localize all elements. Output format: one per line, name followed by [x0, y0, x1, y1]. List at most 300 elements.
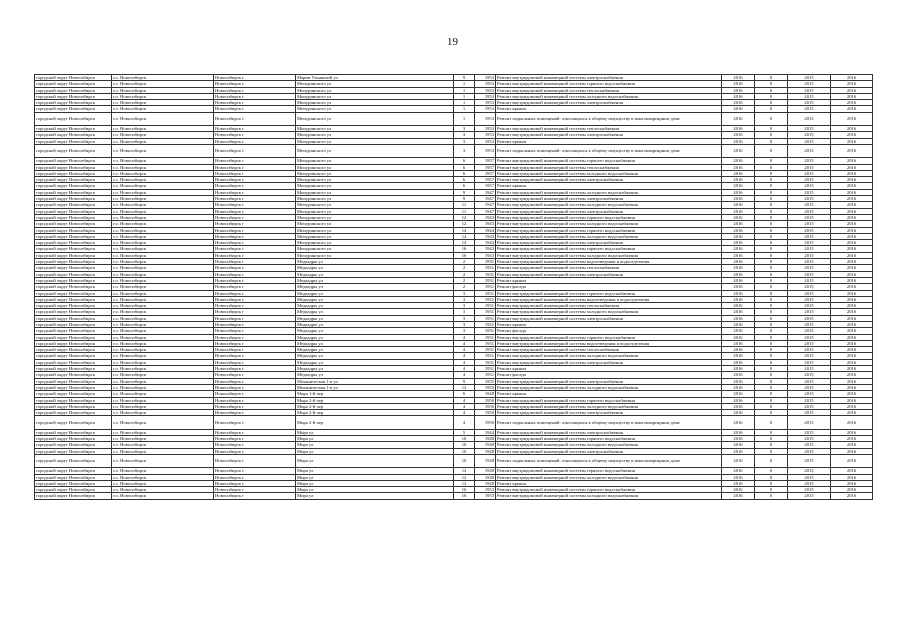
plan-year-cell: 2016 [722, 164, 755, 170]
table-row [35, 416, 873, 429]
period-end-cell: 2016 [831, 378, 873, 384]
house-number-cell: 6 [454, 158, 475, 164]
plan-year-cell: 2016 [722, 259, 755, 265]
city-cell: Новосибирск г [214, 347, 296, 353]
district-cell: г.о. Новосибирск [112, 189, 214, 195]
house-number-cell: 4 [454, 347, 475, 353]
amount-cell: 0 [755, 277, 788, 283]
street-cell: Мичуринского ул [296, 112, 454, 125]
work-type-cell: Ремонт внутридомовой инженерной системы холодного водоснабжения [496, 233, 722, 239]
municipality-cell: городской округ Новосибирск [35, 138, 112, 144]
period-start-cell: 2015 [788, 214, 831, 220]
build-year-cell: 1950 [475, 397, 496, 403]
period-start-cell: 2015 [788, 126, 831, 132]
period-end-cell: 2016 [831, 410, 873, 416]
city-cell: Новосибирск г [214, 265, 296, 271]
municipality-cell: городской округ Новосибирск [35, 290, 112, 296]
municipality-cell: городской округ Новосибирск [35, 454, 112, 467]
period-start-cell: 2015 [788, 366, 831, 372]
house-number-cell: 3 [454, 126, 475, 132]
street-cell: Медкадры ул [296, 366, 454, 372]
amount-cell: 0 [755, 170, 788, 176]
street-cell: Медкадры ул [296, 296, 454, 302]
municipality-cell: городской округ Новосибирск [35, 259, 112, 265]
municipality-cell: городской округ Новосибирск [35, 296, 112, 302]
period-start-cell: 2015 [788, 164, 831, 170]
work-type-cell: Ремонт внутридомовой инженерной системы холодного водоснабжения [496, 252, 722, 258]
amount-cell: 0 [755, 448, 788, 454]
period-start-cell: 2015 [788, 309, 831, 315]
work-type-cell: Ремонт внутридомовой инженерной системы горячего водоснабжения [496, 290, 722, 296]
build-year-cell: 1944 [475, 233, 496, 239]
municipality-cell: городской округ Новосибирск [35, 303, 112, 309]
build-year-cell: 1943 [475, 252, 496, 258]
amount-cell: 0 [755, 340, 788, 346]
amount-cell: 0 [755, 347, 788, 353]
period-start-cell: 2015 [788, 347, 831, 353]
amount-cell: 0 [755, 112, 788, 125]
street-cell: Мичуринского ул [296, 196, 454, 202]
period-start-cell: 2015 [788, 321, 831, 327]
city-cell: Новосибирск г [214, 240, 296, 246]
build-year-cell: 1950 [475, 410, 496, 416]
district-cell: г.о. Новосибирск [112, 321, 214, 327]
build-year-cell: 1957 [475, 158, 496, 164]
district-cell: г.о. Новосибирск [112, 87, 214, 93]
plan-year-cell: 2016 [722, 189, 755, 195]
district-cell: г.о. Новосибирск [112, 442, 214, 448]
district-cell: г.о. Новосибирск [112, 309, 214, 315]
district-cell: г.о. Новосибирск [112, 366, 214, 372]
municipality-cell: городской округ Новосибирск [35, 183, 112, 189]
build-year-cell: 1953 [475, 487, 496, 493]
plan-year-cell: 2016 [722, 340, 755, 346]
build-year-cell: 1957 [475, 164, 496, 170]
amount-cell: 0 [755, 132, 788, 138]
municipality-cell: городской округ Новосибирск [35, 126, 112, 132]
amount-cell: 0 [755, 321, 788, 327]
house-number-cell: 11 [454, 202, 475, 208]
period-end-cell: 2016 [831, 87, 873, 93]
plan-year-cell: 2016 [722, 208, 755, 214]
build-year-cell: 1931 [475, 296, 496, 302]
district-cell: г.о. Новосибирск [112, 271, 214, 277]
municipality-cell: городской округ Новосибирск [35, 100, 112, 106]
work-type-cell: Ремонт внутридомовой инженерной системы горячего водоснабжения [496, 246, 722, 252]
house-number-cell: 2 [454, 265, 475, 271]
period-start-cell: 2015 [788, 277, 831, 283]
period-end-cell: 2016 [831, 75, 873, 81]
street-cell: Мичуринского ул [296, 240, 454, 246]
city-cell: Новосибирск г [214, 303, 296, 309]
municipality-cell: городской округ Новосибирск [35, 366, 112, 372]
municipality-cell: городской округ Новосибирск [35, 334, 112, 340]
amount-cell: 0 [755, 353, 788, 359]
period-start-cell: 2015 [788, 493, 831, 499]
amount-cell: 0 [755, 303, 788, 309]
district-cell: г.о. Новосибирск [112, 372, 214, 378]
city-cell: Новосибирск г [214, 138, 296, 144]
municipality-cell: городской округ Новосибирск [35, 132, 112, 138]
period-end-cell: 2016 [831, 144, 873, 157]
plan-year-cell: 2016 [722, 87, 755, 93]
district-cell: г.о. Новосибирск [112, 158, 214, 164]
build-year-cell: 1931 [475, 284, 496, 290]
period-start-cell: 2015 [788, 112, 831, 125]
amount-cell: 0 [755, 233, 788, 239]
municipality-cell: городской округ Новосибирск [35, 487, 112, 493]
street-cell: Мичуринского ул [296, 144, 454, 157]
page-number: 19 [447, 36, 458, 48]
street-cell: Мира ул [296, 442, 454, 448]
city-cell: Новосибирск г [214, 403, 296, 409]
work-type-cell: Ремонт внутридомовой инженерной системы электроснабжения [496, 100, 722, 106]
house-number-cell: 12 [454, 468, 475, 474]
period-end-cell: 2016 [831, 315, 873, 321]
district-cell: г.о. Новосибирск [112, 403, 214, 409]
house-number-cell: 2 [454, 277, 475, 283]
build-year-cell: 1948 [475, 480, 496, 486]
city-cell: Новосибирск г [214, 202, 296, 208]
street-cell: Механическая 1-я ул [296, 384, 454, 390]
period-start-cell: 2015 [788, 436, 831, 442]
period-start-cell: 2015 [788, 233, 831, 239]
amount-cell: 0 [755, 271, 788, 277]
house-number-cell: 4 [454, 372, 475, 378]
period-end-cell: 2016 [831, 442, 873, 448]
work-type-cell: Ремонт фасада [496, 372, 722, 378]
street-cell: Мичуринского ул [296, 81, 454, 87]
plan-year-cell: 2016 [722, 397, 755, 403]
municipality-cell: городской округ Новосибирск [35, 410, 112, 416]
period-start-cell: 2015 [788, 106, 831, 112]
build-year-cell: 1948 [475, 454, 496, 467]
city-cell: Новосибирск г [214, 480, 296, 486]
build-year-cell: 1944 [475, 240, 496, 246]
period-end-cell: 2016 [831, 81, 873, 87]
municipality-cell: городской округ Новосибирск [35, 214, 112, 220]
amount-cell: 0 [755, 93, 788, 99]
municipality-cell: городской округ Новосибирск [35, 436, 112, 442]
city-cell: Новосибирск г [214, 384, 296, 390]
district-cell: г.о. Новосибирск [112, 233, 214, 239]
amount-cell: 0 [755, 100, 788, 106]
district-cell: г.о. Новосибирск [112, 177, 214, 183]
build-year-cell: 1931 [475, 309, 496, 315]
plan-year-cell: 2016 [722, 493, 755, 499]
house-number-cell: 4 [454, 397, 475, 403]
street-cell: Мичуринского ул [296, 189, 454, 195]
street-cell: Мира 2-й пер [296, 416, 454, 429]
city-cell: Новосибирск г [214, 170, 296, 176]
city-cell: Новосибирск г [214, 177, 296, 183]
district-cell: г.о. Новосибирск [112, 436, 214, 442]
plan-year-cell: 2016 [722, 468, 755, 474]
work-type-cell: Ремонт внутридомовой инженерной системы холодного водоснабжения [496, 93, 722, 99]
district-cell: г.о. Новосибирск [112, 183, 214, 189]
street-cell: Мичуринского ул [296, 183, 454, 189]
city-cell: Новосибирск г [214, 442, 296, 448]
build-year-cell: 1931 [475, 359, 496, 365]
street-cell: Мира ул [296, 480, 454, 486]
street-cell: Медкадры ул [296, 265, 454, 271]
city-cell: Новосибирск г [214, 158, 296, 164]
amount-cell: 0 [755, 252, 788, 258]
plan-year-cell: 2016 [722, 183, 755, 189]
district-cell: г.о. Новосибирск [112, 112, 214, 125]
municipality-cell: городской округ Новосибирск [35, 397, 112, 403]
plan-year-cell: 2016 [722, 290, 755, 296]
municipality-cell: городской округ Новосибирск [35, 144, 112, 157]
house-number-cell: 10 [454, 454, 475, 467]
work-type-cell: Ремонт внутридомовой инженерной системы теплоснабжения [496, 87, 722, 93]
district-cell: г.о. Новосибирск [112, 378, 214, 384]
build-year-cell: 1953 [475, 138, 496, 144]
street-cell: Мира ул [296, 468, 454, 474]
build-year-cell: 1931 [475, 353, 496, 359]
municipality-cell: городской округ Новосибирск [35, 315, 112, 321]
street-cell: Мира 2-й пер [296, 397, 454, 403]
district-cell: г.о. Новосибирск [112, 170, 214, 176]
city-cell: Новосибирск г [214, 112, 296, 125]
work-type-cell: Ремонт крыши [496, 480, 722, 486]
period-end-cell: 2016 [831, 126, 873, 132]
period-start-cell: 2015 [788, 240, 831, 246]
street-cell: Мира ул [296, 474, 454, 480]
amount-cell: 0 [755, 227, 788, 233]
city-cell: Новосибирск г [214, 436, 296, 442]
amount-cell: 0 [755, 290, 788, 296]
work-type-cell: Ремонт внутридомовой инженерной системы холодного водоснабжения [496, 170, 722, 176]
work-type-cell: Ремонт внутридомовой инженерной системы электроснабжения [496, 177, 722, 183]
street-cell: Мичуринского ул [296, 252, 454, 258]
district-cell: г.о. Новосибирск [112, 384, 214, 390]
house-number-cell: 4 [454, 334, 475, 340]
street-cell: Мичуринского ул [296, 158, 454, 164]
amount-cell: 0 [755, 196, 788, 202]
work-type-cell: Ремонт внутридомовой инженерной системы теплоснабжения [496, 265, 722, 271]
period-end-cell: 2016 [831, 158, 873, 164]
house-number-cell: 1 [454, 87, 475, 93]
build-year-cell: 1953 [475, 100, 496, 106]
house-number-cell: 4 [454, 403, 475, 409]
city-cell: Новосибирск г [214, 271, 296, 277]
amount-cell: 0 [755, 454, 788, 467]
period-end-cell: 2016 [831, 164, 873, 170]
plan-year-cell: 2016 [722, 309, 755, 315]
municipality-cell: городской округ Новосибирск [35, 328, 112, 334]
work-type-cell: Ремонт внутридомовой инженерной системы электроснабжения [496, 359, 722, 365]
street-cell: Мичуринского ул [296, 87, 454, 93]
house-number-cell: 3 [454, 309, 475, 315]
house-number-cell: 16 [454, 487, 475, 493]
period-start-cell: 2015 [788, 328, 831, 334]
period-end-cell: 2016 [831, 112, 873, 125]
period-start-cell: 2015 [788, 397, 831, 403]
plan-year-cell: 2016 [722, 436, 755, 442]
period-start-cell: 2015 [788, 138, 831, 144]
period-end-cell: 2016 [831, 328, 873, 334]
district-cell: г.о. Новосибирск [112, 334, 214, 340]
city-cell: Новосибирск г [214, 353, 296, 359]
house-number-cell: 6 [454, 391, 475, 397]
city-cell: Новосибирск г [214, 359, 296, 365]
house-number-cell: 1 [454, 112, 475, 125]
period-start-cell: 2015 [788, 487, 831, 493]
period-start-cell: 2015 [788, 246, 831, 252]
street-cell: Мичуринского ул [296, 106, 454, 112]
period-end-cell: 2016 [831, 391, 873, 397]
municipality-cell: городской округ Новосибирск [35, 208, 112, 214]
municipality-cell: городской округ Новосибирск [35, 277, 112, 283]
municipality-cell: городской округ Новосибирск [35, 164, 112, 170]
municipality-cell: городской округ Новосибирск [35, 493, 112, 499]
house-number-cell: 2 [454, 284, 475, 290]
plan-year-cell: 2016 [722, 112, 755, 125]
amount-cell: 0 [755, 240, 788, 246]
work-type-cell: Ремонт внутридомовой инженерной системы холодного водоснабжения [496, 309, 722, 315]
work-type-cell: Ремонт крыши [496, 321, 722, 327]
plan-year-cell: 2016 [722, 252, 755, 258]
period-end-cell: 2016 [831, 454, 873, 467]
work-type-cell: Ремонт внутридомовой инженерной системы холодного водоснабжения [496, 353, 722, 359]
district-cell: г.о. Новосибирск [112, 100, 214, 106]
build-year-cell: 1953 [475, 144, 496, 157]
district-cell: г.о. Новосибирск [112, 410, 214, 416]
plan-year-cell: 2016 [722, 487, 755, 493]
work-type-cell: Ремонт крыши [496, 277, 722, 283]
amount-cell: 0 [755, 177, 788, 183]
plan-year-cell: 2016 [722, 81, 755, 87]
amount-cell: 0 [755, 246, 788, 252]
period-end-cell: 2016 [831, 277, 873, 283]
period-end-cell: 2016 [831, 359, 873, 365]
work-type-cell: Ремонт подвальных помещений, относящихся к общему имуществу в многоквартирном доме [496, 454, 722, 467]
amount-cell: 0 [755, 106, 788, 112]
house-number-cell: 12 [454, 474, 475, 480]
build-year-cell: 1948 [475, 391, 496, 397]
table-body [35, 75, 873, 500]
house-number-cell: 16 [454, 493, 475, 499]
period-start-cell: 2015 [788, 158, 831, 164]
municipality-cell: городской округ Новосибирск [35, 378, 112, 384]
period-end-cell: 2016 [831, 202, 873, 208]
period-end-cell: 2016 [831, 309, 873, 315]
work-type-cell: Ремонт внутридомовой инженерной системы теплоснабжения [496, 303, 722, 309]
city-cell: Новосибирск г [214, 132, 296, 138]
city-cell: Новосибирск г [214, 189, 296, 195]
district-cell: г.о. Новосибирск [112, 214, 214, 220]
street-cell: Медкадры ул [296, 277, 454, 283]
work-type-cell: Ремонт крыши [496, 138, 722, 144]
amount-cell: 0 [755, 416, 788, 429]
district-cell: г.о. Новосибирск [112, 138, 214, 144]
work-type-cell: Ремонт внутридомовой инженерной системы водоотведения и водоотделения [496, 340, 722, 346]
city-cell: Новосибирск г [214, 315, 296, 321]
city-cell: Новосибирск г [214, 196, 296, 202]
amount-cell: 0 [755, 328, 788, 334]
house-number-cell: 9 [454, 189, 475, 195]
period-end-cell: 2016 [831, 303, 873, 309]
street-cell: Мичуринского ул [296, 100, 454, 106]
period-start-cell: 2015 [788, 353, 831, 359]
period-start-cell: 2015 [788, 284, 831, 290]
period-end-cell: 2016 [831, 221, 873, 227]
district-cell: г.о. Новосибирск [112, 303, 214, 309]
district-cell: г.о. Новосибирск [112, 144, 214, 157]
amount-cell: 0 [755, 202, 788, 208]
house-number-cell: 10 [454, 442, 475, 448]
street-cell: Мичуринского ул [296, 227, 454, 233]
period-end-cell: 2016 [831, 214, 873, 220]
build-year-cell: 1953 [475, 126, 496, 132]
house-number-cell: 6 [454, 183, 475, 189]
work-type-cell: Ремонт внутридомовой инженерной системы электроснабжения [496, 429, 722, 435]
period-start-cell: 2015 [788, 468, 831, 474]
plan-year-cell: 2016 [722, 144, 755, 157]
house-number-cell: 1 [454, 81, 475, 87]
city-cell: Новосибирск г [214, 474, 296, 480]
work-type-cell: Ремонт внутридомовой инженерной системы электроснабжения [496, 448, 722, 454]
work-type-cell: Ремонт внутридомовой инженерной системы электроснабжения [496, 208, 722, 214]
plan-year-cell: 2016 [722, 170, 755, 176]
work-type-cell: Ремонт внутридомовой инженерной системы электроснабжения [496, 132, 722, 138]
municipality-cell: городской округ Новосибирск [35, 177, 112, 183]
district-cell: г.о. Новосибирск [112, 259, 214, 265]
street-cell: Мичуринского ул [296, 202, 454, 208]
amount-cell: 0 [755, 384, 788, 390]
build-year-cell: 1957 [475, 183, 496, 189]
plan-year-cell: 2016 [722, 474, 755, 480]
amount-cell: 0 [755, 410, 788, 416]
district-cell: г.о. Новосибирск [112, 196, 214, 202]
municipality-cell: городской округ Новосибирск [35, 81, 112, 87]
work-type-cell: Ремонт крыши [496, 183, 722, 189]
district-cell: г.о. Новосибирск [112, 359, 214, 365]
city-cell: Новосибирск г [214, 448, 296, 454]
period-end-cell: 2016 [831, 196, 873, 202]
municipality-cell: городской округ Новосибирск [35, 252, 112, 258]
amount-cell: 0 [755, 259, 788, 265]
district-cell: г.о. Новосибирск [112, 202, 214, 208]
house-number-cell: 3 [454, 321, 475, 327]
municipality-cell: городской округ Новосибирск [35, 240, 112, 246]
amount-cell: 0 [755, 334, 788, 340]
house-number-cell: 14 [454, 227, 475, 233]
district-cell: г.о. Новосибирск [112, 240, 214, 246]
work-type-cell: Ремонт внутридомовой инженерной системы теплоснабжения [496, 126, 722, 132]
amount-cell: 0 [755, 359, 788, 365]
build-year-cell: 1931 [475, 315, 496, 321]
plan-year-cell: 2016 [722, 265, 755, 271]
period-start-cell: 2015 [788, 416, 831, 429]
street-cell: Медкадры ул [296, 259, 454, 265]
city-cell: Новосибирск г [214, 126, 296, 132]
municipality-cell: городской округ Новосибирск [35, 284, 112, 290]
build-year-cell: 1943 [475, 246, 496, 252]
house-number-cell: 1 [454, 93, 475, 99]
period-end-cell: 2016 [831, 403, 873, 409]
build-year-cell: 1957 [475, 177, 496, 183]
period-start-cell: 2015 [788, 378, 831, 384]
street-cell: Марии Ульяновой ул [296, 75, 454, 81]
district-cell: г.о. Новосибирск [112, 340, 214, 346]
street-cell: Медкадры ул [296, 290, 454, 296]
work-type-cell: Ремонт внутридомовой инженерной системы горячего водоснабжения [496, 214, 722, 220]
amount-cell: 0 [755, 164, 788, 170]
city-cell: Новосибирск г [214, 284, 296, 290]
house-number-cell: 2 [454, 271, 475, 277]
